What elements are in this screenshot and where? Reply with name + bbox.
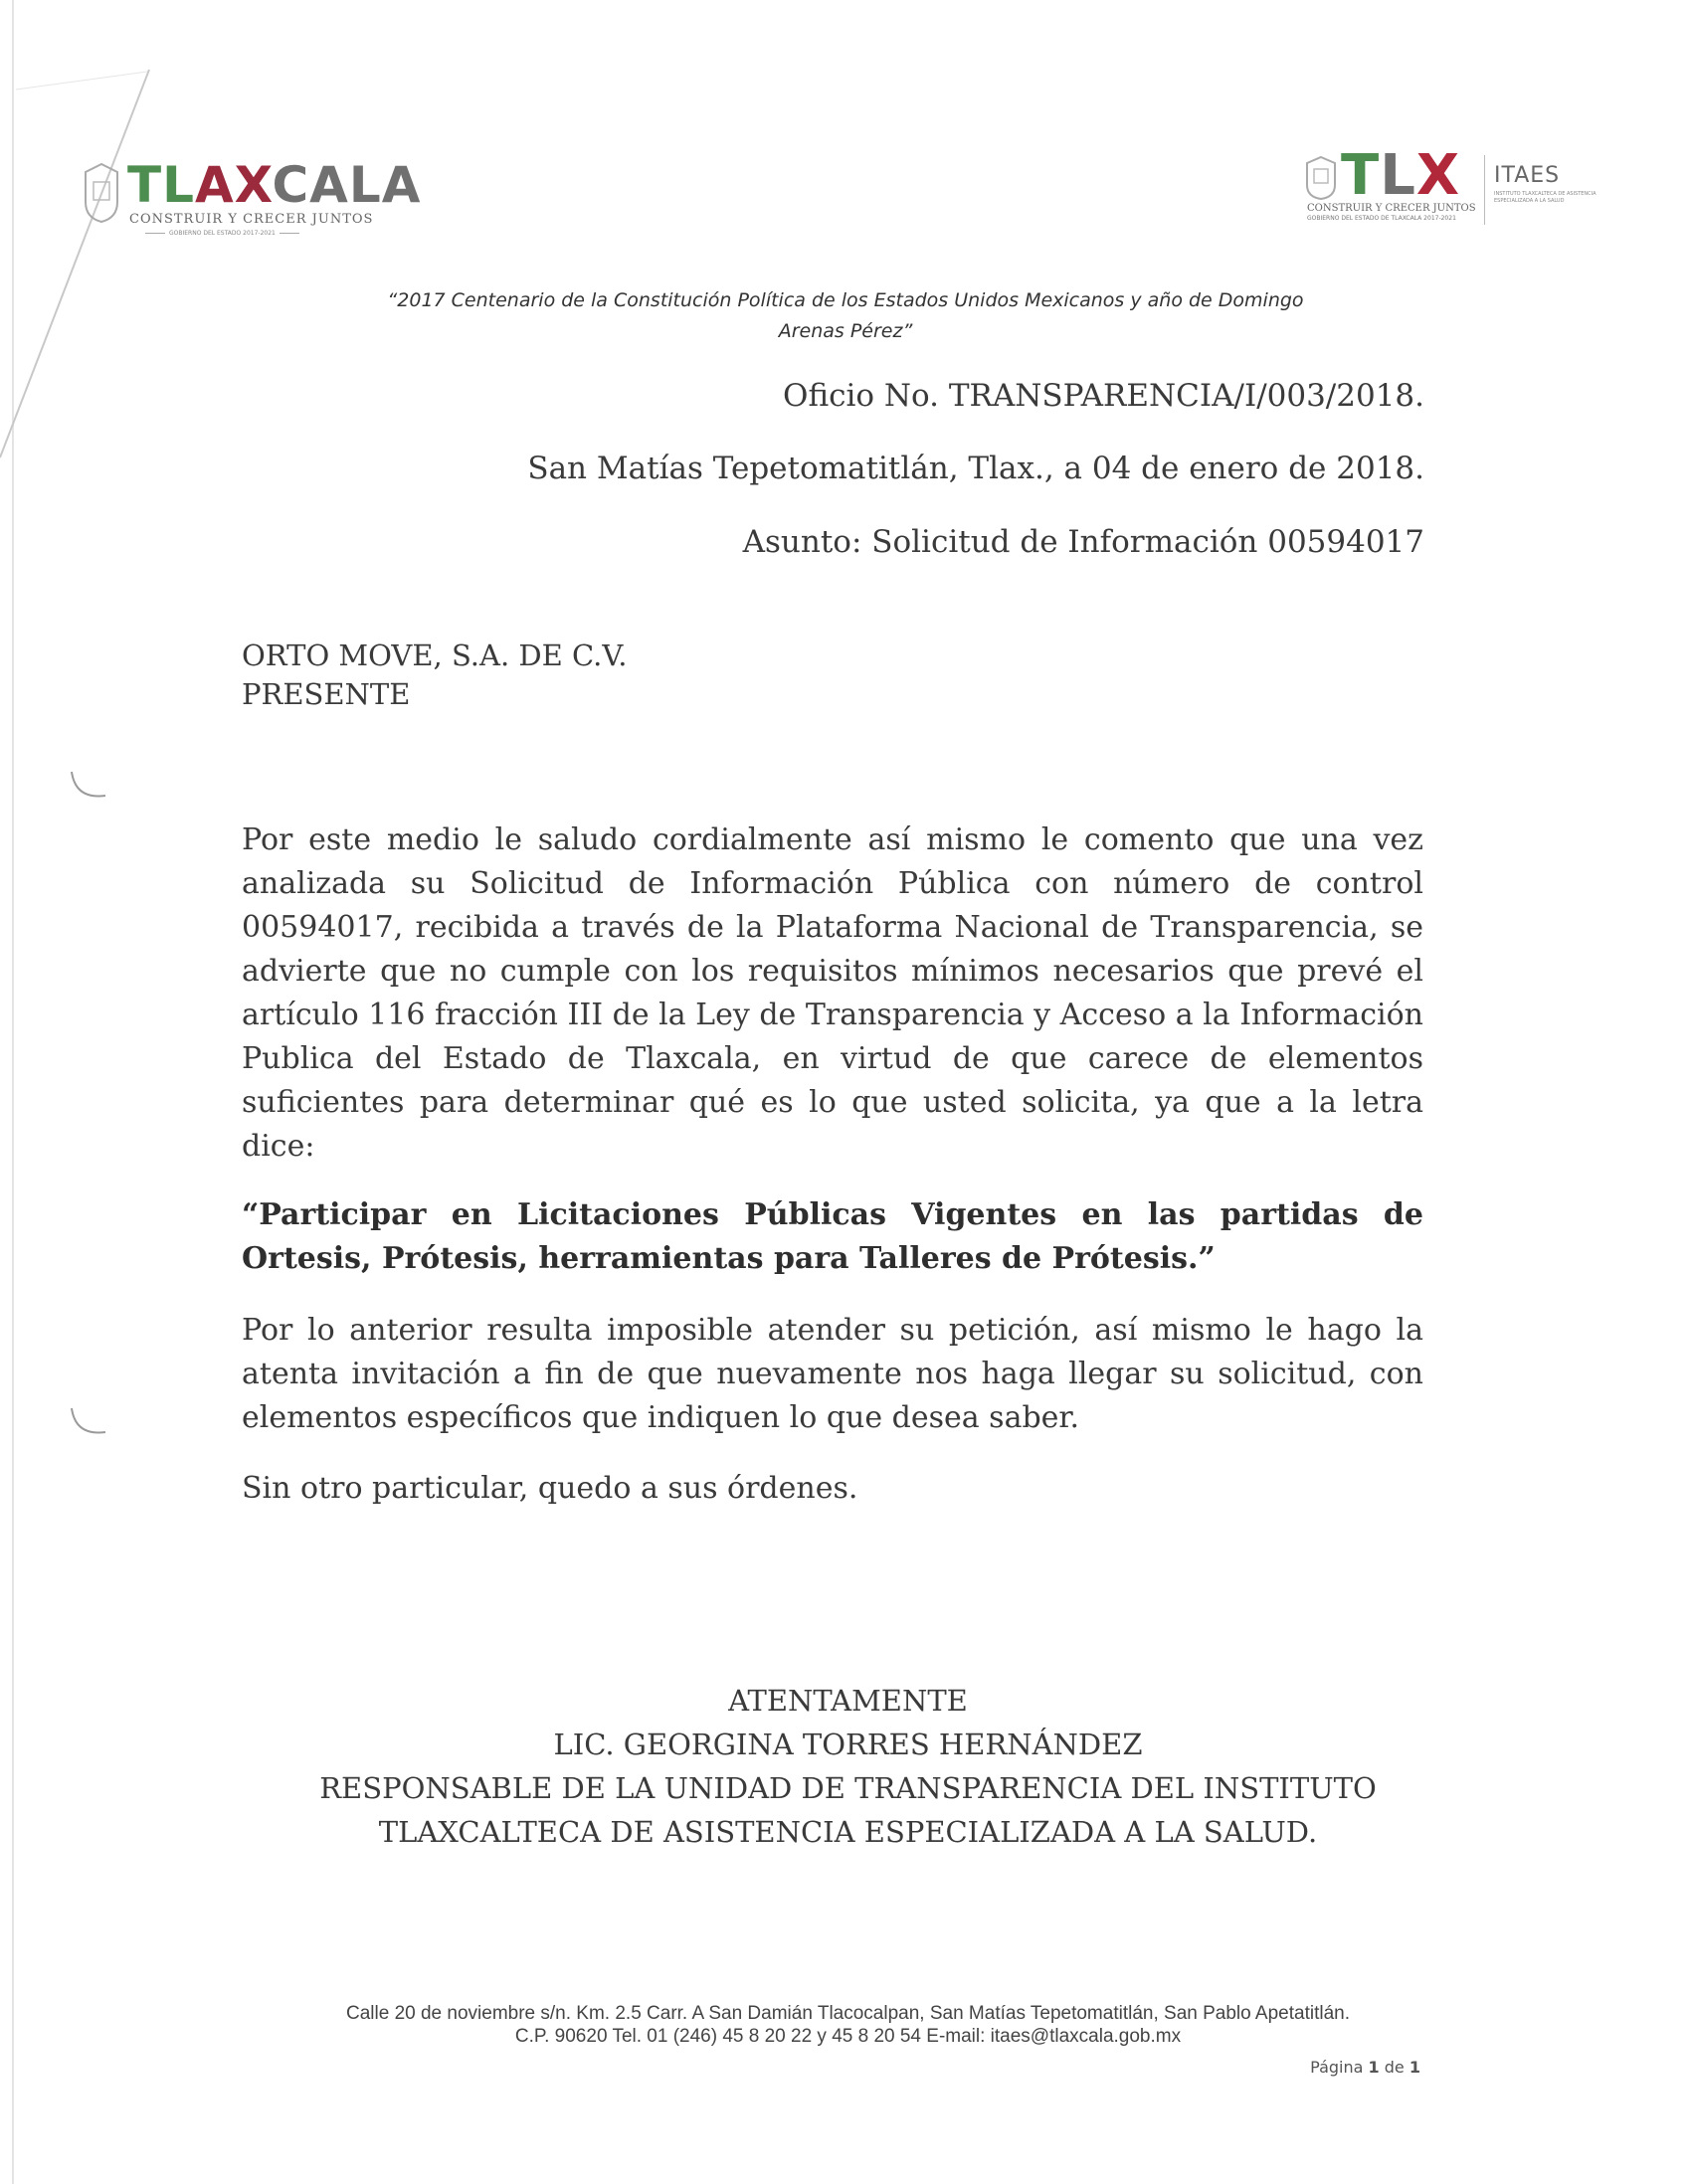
place-date: San Matías Tepetomatitlán, Tlax., a 04 de enero de 2018.	[527, 451, 1424, 486]
signature-atentamente: ATENTAMENTE	[728, 1684, 968, 1718]
page-current: 1	[1368, 2058, 1380, 2077]
state-crest-icon	[82, 162, 121, 224]
punch-hole-mark	[66, 766, 111, 806]
logo-divider	[1484, 155, 1485, 225]
recipient-presente: PRESENTE	[242, 677, 411, 711]
signature-block	[199, 1679, 1497, 1854]
logo-tagline: CONSTRUIR Y CRECER JUNTOS	[129, 212, 374, 227]
oficio-number: Oficio No. TRANSPARENCIA/I/003/2018.	[783, 378, 1424, 414]
recipient-block	[242, 637, 627, 714]
footer-contact-line: C.P. 90620 Tel. 01 (246) 45 8 20 22 y 45 8 20 54 E-mail: itaes@tlaxcala.gob.mx	[514, 2026, 1182, 2047]
signature-title-1: RESPONSABLE DE LA UNIDAD DE TRANSPARENCIA DEL INSTITUTO	[319, 1771, 1377, 1805]
subject-line: Asunto: Solicitud de Información 00594017	[742, 524, 1424, 560]
punch-hole-mark	[66, 1402, 111, 1442]
signature-name: LIC. GEORGINA TORRES HERNÁNDEZ	[553, 1728, 1143, 1761]
logo-gov-line: GOBIERNO DEL ESTADO 2017-2021	[141, 230, 303, 237]
logo-tagline: CONSTRUIR Y CRECER JUNTOS	[1307, 203, 1476, 214]
footer-address-line: Calle 20 de noviembre s/n. Km. 2.5 Carr. A San Damián Tlacocalpan, San Matías Tepetomatitlán, San Pablo Apetatitlán.	[346, 2003, 1350, 2024]
page-number	[1310, 2058, 1420, 2077]
tlx-itaes-logo	[1303, 143, 1631, 237]
closing-line: Sin otro particular, quedo a sus órdenes.	[242, 1471, 858, 1506]
year-motto: “2017 Centenario de la Constitución Política de los Estados Unidos Mexicanos y año de Domingo Arenas Pérez”	[387, 289, 1304, 342]
signature-title-2: TLAXCALTECA DE ASISTENCIA ESPECIALIZADA A LA SALUD.	[378, 1815, 1318, 1849]
tlaxcala-wordmark: TLAXCALA	[127, 156, 422, 214]
quoted-request: “Participar en Licitaciones Públicas Vigentes en las partidas de Ortesis, Prótesis, herramientas para Talleres de Prótesis.”	[242, 1197, 1423, 1276]
itaes-subtitle: INSTITUTO TLAXCALTECA DE ASISTENCIA ESPECIALIZADA A LA SALUD	[1494, 191, 1597, 204]
state-crest-icon	[1303, 155, 1339, 201]
body-paragraph-2: Por lo anterior resulta imposible atender su petición, así mismo le hago la atenta invitación a fin de que nuevamente nos haga llegar su solicitud, con elementos específicos que indiquen lo que desea saber.	[242, 1313, 1423, 1435]
page-total: 1	[1409, 2058, 1420, 2077]
tlx-wordmark: TLX	[1341, 143, 1461, 208]
tlaxcala-logo	[82, 154, 422, 244]
body-paragraph-1: Por este medio le saludo cordialmente así mismo le comento que una vez analizada su Solicitud de Información Pública con número de control 00594017, recibida a través de la Plataforma Nacional de Transparencia, se advierte que no cumple con los requisitos mínimos necesarios que prevé el artículo 116 fracción III de la Ley de Transparencia y Acceso a la Información Publica del Estado de Tlaxcala, en virtud de que carece de elementos suficientes para determinar qué es lo que usted solicita, ya que a la letra dice:	[242, 822, 1423, 1164]
footer-address	[199, 2002, 1497, 2048]
page-of: de	[1384, 2058, 1405, 2077]
recipient-name: ORTO MOVE, S.A. DE C.V.	[242, 638, 628, 672]
itaes-wordmark: ITAES	[1494, 163, 1561, 188]
page-label: Página	[1310, 2058, 1364, 2077]
logo-gov-line: GOBIERNO DEL ESTADO DE TLAXCALA 2017-2021	[1307, 215, 1456, 222]
